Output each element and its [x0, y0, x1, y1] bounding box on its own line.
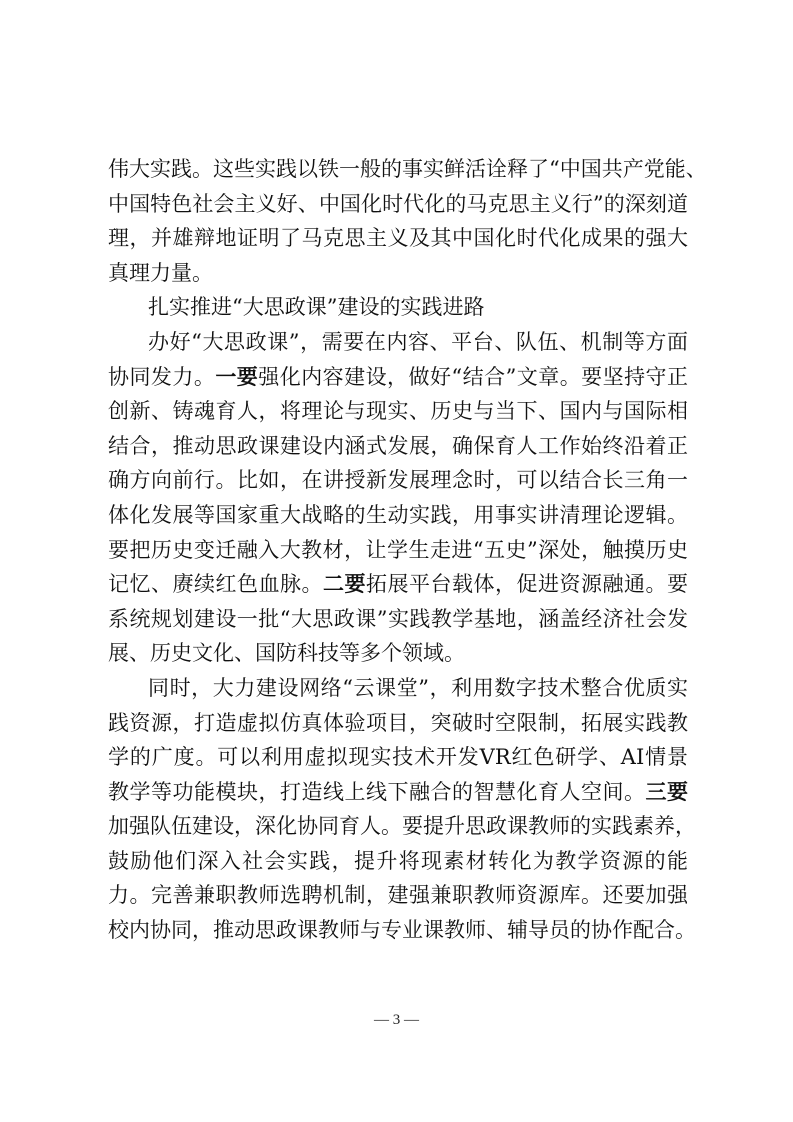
document-body	[108, 152, 707, 948]
text-line: 伟大实践。这些实践以铁一般的事实鲜活诠释了“中国共产党能、	[108, 157, 707, 181]
text-line	[108, 360, 688, 395]
text-line: 力。完善兼职教师选聘机制，建强兼职教师资源库。还要加强	[108, 883, 688, 908]
text-line: 学的广度。可以利用虚拟现实技术开发VR红色研学、AI情景	[108, 745, 688, 770]
text-line: 校内协同，推动思政课教师与专业课教师、辅导员的协作配合。	[108, 918, 696, 943]
text-line: 创新、铸魂育人，将理论与现实、历史与当下、国内与国际相	[108, 399, 688, 424]
text-line	[108, 775, 688, 810]
text-span: 协同发力。	[108, 364, 216, 389]
emphasis-text: 三要	[645, 778, 688, 804]
text-line: 同时，大力建设网络“云课堂”，利用数字技术整合优质实	[148, 675, 688, 700]
text-line: 办好“大思政课”，需要在内容、平台、队伍、机制等方面	[148, 329, 688, 354]
page-number: — 3 —	[374, 1012, 419, 1028]
text-line: 要把历史变迁融入大教材，让学生走进“五史”深处，触摸历史	[108, 537, 688, 562]
text-line: 践资源，打造虚拟仿真体验项目，突破时空限制，拓展实践教	[108, 710, 688, 735]
emphasis-text: 二要	[323, 571, 366, 597]
section-heading: 扎实推进“大思政课”建设的实践进路	[148, 295, 485, 320]
text-span: 拓展平台载体，促进资源融通。要	[366, 572, 688, 597]
emphasis-text: 一要	[215, 363, 259, 389]
text-span: 记忆、赓续红色血脉。	[108, 572, 323, 597]
text-line: 中国特色社会主义好、中国化时代化的马克思主义行”的深刻道	[108, 191, 688, 216]
text-line: 理，并雄辩地证明了马克思主义及其中国化时代化成果的强大	[108, 226, 688, 251]
text-line: 真理力量。	[108, 260, 213, 285]
text-line: 体化发展等国家重大战略的生动实践，用事实讲清理论逻辑。	[108, 502, 688, 527]
text-line: 系统规划建设一批“大思政课”实践教学基地，涵盖经济社会发	[108, 606, 688, 631]
text-line: 鼓励他们深入社会实践，提升将现素材转化为教学资源的能	[108, 848, 688, 873]
text-line: 确方向前行。比如，在讲授新发展理念时，可以结合长三角一	[108, 468, 688, 493]
text-line: 展、历史文化、国防科技等多个领域。	[108, 641, 465, 666]
text-line: 加强队伍建设，深化协同育人。要提升思政课教师的实践素养，	[108, 814, 696, 839]
text-span: 教学等功能模块，打造线上线下融合的智慧化育人空间。	[108, 779, 646, 804]
text-line: 结合，推动思政课建设内涵式发展，确保育人工作始终沿着正	[108, 433, 688, 458]
text-line	[108, 567, 688, 602]
text-span: 强化内容建设，做好“结合”文章。要坚持守正	[258, 364, 689, 389]
